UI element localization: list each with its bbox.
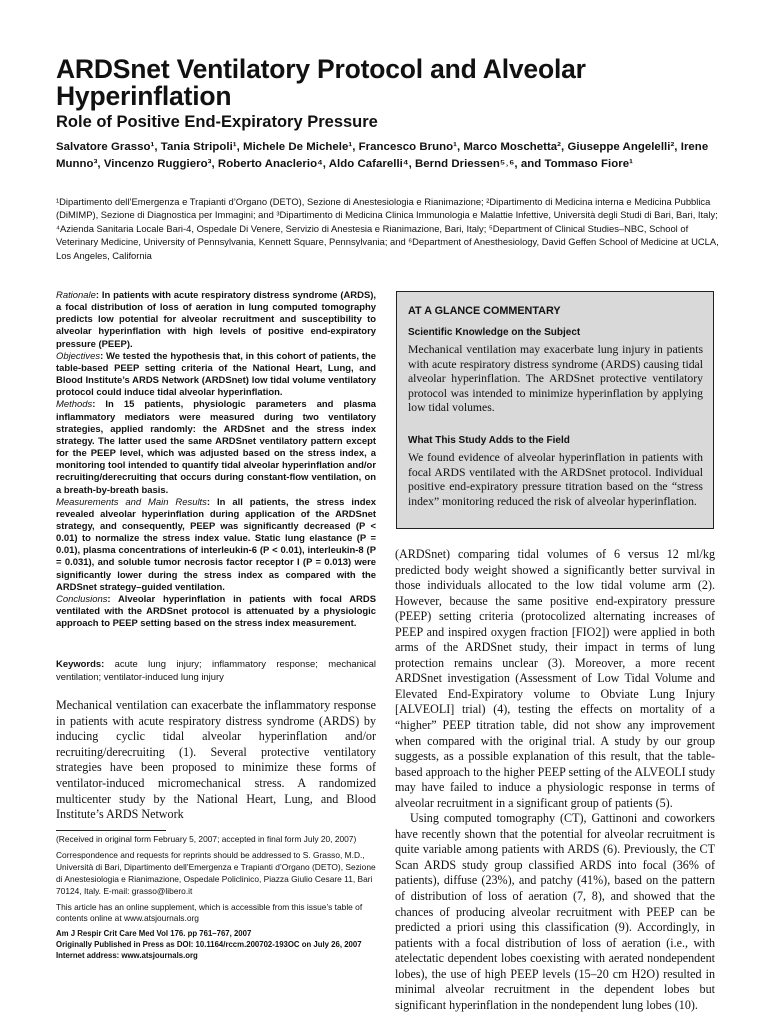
rationale-text: In patients with acute respiratory distress syndrome (ARDS), a focal distribution of loss of aeration in lung computed tomography predicts low potential for alveolar recruitment and susceptibility to alveolar hyperinflation with high levels of positive end-expiratory pressure (PEEP). — [56, 290, 377, 350]
body-paragraph-1: (ARDSnet) comparing tidal volumes of 6 versus 12 ml/kg predicted body weight showed a significantly better survival in those individuals allocated to the low tidal volume arm (2). However, because the same positive end-expiratory pressure (PEEP) setting criteria (protocolized alternating increases of PEEP and inspired oxygen fraction [FIO2]) were applied in both arms of the ARDSnet study, their impact in terms of lung protection remains unclear (3). Moreover, a more recent ARDSnet investigation (Assessment of Low Tidal Volume and Elevated End-Expiratory volume to Obviate Lung Injury [ALVEOLI] trial) (4), testing the effects on mortality of a “higher” PEEP titration table, did not show any improvement when compared with the original trial. A study by our group suggests, as a possible explanation of this result, that the table-based approach to the higher PEEP setting of the ALVEOLI study may have failed to induce a physiologic response in terms of alveolar recruitment in a significant group of patients (5). — [395, 547, 715, 810]
conclusions-label: Conclusions — [56, 593, 108, 605]
glance-heading: AT A GLANCE COMMENTARY — [408, 305, 561, 317]
rationale-label: Rationale — [56, 290, 96, 301]
glance-section-1-title: Scientific Knowledge on the Subject — [408, 327, 581, 338]
correspondence-note: Correspondence and requests for reprints should be addressed to S. Grasso, M.D., Università di Bari, Dipartimento dell’Emergenza e Trapianti d’Organo (DETO), Sezione di Anestesiologia e Rianimazione, Ospedale Policlinico, Piazza Giulio Cesare 11, Bari 70124, Italy. E-mail: grasso@libero.it — [56, 849, 376, 896]
abstract-objectives: Objectives: We tested the hypothesis that, in this cohort of patients, the table-based PEEP setting criteria of the National Heart, Lung, and Blood Institute’s ARDS Network (ARDSnet) low tidal volume ventilatory protocol could induce tidal alveolar hyperinflation. — [56, 350, 376, 399]
journal-line: Am J Respir Crit Care Med Vol 176. pp 761–767, 2007 — [56, 929, 252, 939]
keywords-label: Keywords: — [56, 659, 105, 670]
supplement-note: This article has an online supplement, which is accessible from this issue’s table of contents online at www.atsjournals.org — [56, 901, 363, 924]
keywords-text: acute lung injury; inflammatory response; mechanical ventilation; ventilator-induced lung injury — [56, 659, 376, 683]
abstract-methods: Methods: In 15 patients, physiologic parameters and plasma inflammatory mediators were measured during two ventilatory strategies, applied randomly: the ARDSnet and the stress index strategy. The latter used the same ARDSnet ventilatory pattern except for the PEEP level, which was adjusted based on the stress index, a monitoring tool intended to quantify tidal alveolar hyperinflation and/or recruiting/derecruiting that occurs during constant-flow ventilation, on a breath-by-breath basis. — [56, 399, 376, 496]
glance-section-1-text: Mechanical ventilation may exacerbate lung injury in patients with acute respiratory distress syndrome (ARDS) causing tidal alveolar hyperinflation. The ARDSnet protective ventilatory protocol was intended to minimize hyperinflation by applying low tidal volumes. — [408, 343, 703, 415]
methods-label: Methods — [56, 399, 93, 411]
objectives-text: We tested the hypothesis that, in this cohort of patients, the table-based PEEP setting criteria of the National Heart, Lung, and Blood Institute’s ARDS Network (ARDSnet) low tidal volume ventilatory protocol could induce tidal alveolar hyperinflation. — [56, 350, 376, 399]
objectives-label: Objectives — [56, 350, 101, 362]
methods-text: In 15 patients, physiologic parameters and plasma inflammatory mediators were measured during two ventilatory strategies, applied randomly: the ARDSnet and the stress index strategy. The latter used the same ARDSnet ventilatory pattern except for the PEEP level, which was adjusted based on the stress index, a monitoring tool intended to quantify tidal alveolar hyperinflation and/or recruiting/derecruiting that occurs during constant-flow ventilation, on a breath-by-breath basis. — [56, 399, 376, 496]
abstract — [56, 290, 376, 630]
abstract-rationale: Rationale: In patients with acute respiratory distress syndrome (ARDS), a focal distribution of loss of aeration in lung computed tomography predicts low potential for alveolar recruitment and susceptibility to alveolar hyperinflation with high levels of positive end-expiratory pressure (PEEP). — [56, 290, 377, 350]
glance-section-2-text: We found evidence of alveolar hyperinflation in patients with focal ARDS ventilated with the ARDSnet protocol. Individual positive end-expiratory pressure titration based on the “stress index” monitoring reduced the risk of alveolar hyperinflation. — [408, 450, 703, 508]
intro-paragraph: Mechanical ventilation can exacerbate the inflammatory response in patients with acute respiratory distress syndrome (ARDS) by inducing cyclic tidal alveolar hyperinflation and/or recruiting/derecruiting (1). Several protective ventilatory strategies have been proposed to minimize these forms of ventilator-induced micromechanical stress. A randomized multicenter study by the National Heart, Lung, and Blood Institute’s ARDS Network — [56, 698, 376, 822]
body-paragraph-2: Using computed tomography (CT), Gattinoni and coworkers have recently shown that the potential for alveolar recruitment is quite variable among patients with ARDS (6). Previously, the CT Scan ARDS study group classified ARDS into focal (36% of patients), diffuse (23%), and patchy (41%), based on the pattern of distribution of loss of aeration (7, 8), and showed that the chances of producing alveolar recruitment with PEEP can be predicted a priori using this classification (9). Accordingly, in patients with a focal distribution of loss of aeration (i.e., with atelectatic dependent lobes coexisting with aerated nondependent lobes), the use of high PEEP levels (15–20 cm H2O) resulted in minimal alveolar recruitment in the dependent lobes but significant hyperinflation in the nondependent lung lobes (10). — [395, 811, 715, 1012]
author-list: Salvatore Grasso¹, Tania Stripoli¹, Michele De Michele¹, Francesco Bruno¹, Marco Moschetta², Giuseppe Angelelli², Irene Munno³, Vincenzo Ruggiero³, Roberto Anaclerio⁴, Aldo Cafarelli⁴, Bernd Driessen⁵˒⁶, and Tommaso Fiore¹ — [56, 141, 709, 170]
results-text: In all patients, the stress index revealed alveolar hyperinflation during application of the ARDSnet strategy, and consequently, PEEP was significantly decreased (P < 0.01) to normalize the stress index value. Static lung elastance (P = 0.01), plasma concentrations of interleukin-6 (P < 0.01), interleukin-8 (P = 0.031), and soluble tumor necrosis factor receptor I (P = 0.013) were significantly lower during the stress index as compared with the ARDSnet strategy–guided ventilation. — [56, 496, 376, 593]
article-subtitle: Role of Positive End-Expiratory Pressure — [56, 113, 378, 131]
received-dates: (Received in original form February 5, 2007; accepted in final form July 20, 2007) — [56, 834, 357, 844]
internet-line: Internet address: www.atsjournals.org — [56, 950, 198, 960]
right-column-body — [395, 547, 715, 1013]
footnotes — [56, 834, 378, 961]
keywords — [56, 659, 376, 684]
article-title: ARDSnet Ventilatory Protocol and Alveolar Hyperinflation — [56, 54, 586, 111]
affiliations: ¹Dipartimento dell’Emergenza e Trapianti d’Organo (DETO), Sezione di Anestesiologia e Rianimazione; ²Dipartimento di Medicina interna e Medicina Pubblica (DiMIMP), Sezione di Diagnostica per Immagini; and ³Dipartimento di Medicina Clinica Immunologia e Malattie Infettive, Università degli Studi di Bari, Bari, Italy; ⁴Azienda Sanitaria Locale Bari-4, Ospedale Di Venere, Servizio di Anestesia e Rianimazione, Bari, Italy; ⁵Department of Clinical Studies–NBC, School of Veterinary Medicine, University of Pennsylvania, Kennett Square, Pennsylvania; and ⁶Department of Anesthesiology, David Geffen School of Medicine at UCLA, Los Angeles, California — [56, 196, 719, 261]
footnote-divider — [56, 830, 166, 831]
abstract-conclusions: Conclusions: Alveolar hyperinflation in patients with focal ARDS ventilated with the ARDSnet protocol is attenuated by a physiologic approach to PEEP setting based on the stress index measurement. — [56, 593, 376, 630]
results-label: Measurements and Main Results — [56, 496, 207, 508]
at-a-glance-box — [396, 291, 714, 529]
journal-citation — [56, 929, 378, 961]
doi-line: Originally Published in Press as DOI: 10.1164/rccm.200702-193OC on July 26, 2007 — [56, 939, 362, 949]
glance-section-2-title: What This Study Adds to the Field — [408, 434, 570, 446]
conclusions-text: Alveolar hyperinflation in patients with focal ARDS ventilated with the ARDSnet protocol is attenuated by a physiologic approach to PEEP setting based on the stress index measurement. — [56, 593, 376, 630]
abstract-results: Measurements and Main Results: In all patients, the stress index revealed alveolar hyperinflation during application of the ARDSnet strategy, and consequently, PEEP was significantly decreased (P < 0.01) to normalize the stress index value. Static lung elastance (P = 0.01), plasma concentrations of interleukin-6 (P < 0.01), interleukin-8 (P = 0.031), and soluble tumor necrosis factor receptor I (P = 0.013) were significantly lower during the stress index as compared with the ARDSnet strategy–guided ventilation. — [56, 496, 376, 593]
